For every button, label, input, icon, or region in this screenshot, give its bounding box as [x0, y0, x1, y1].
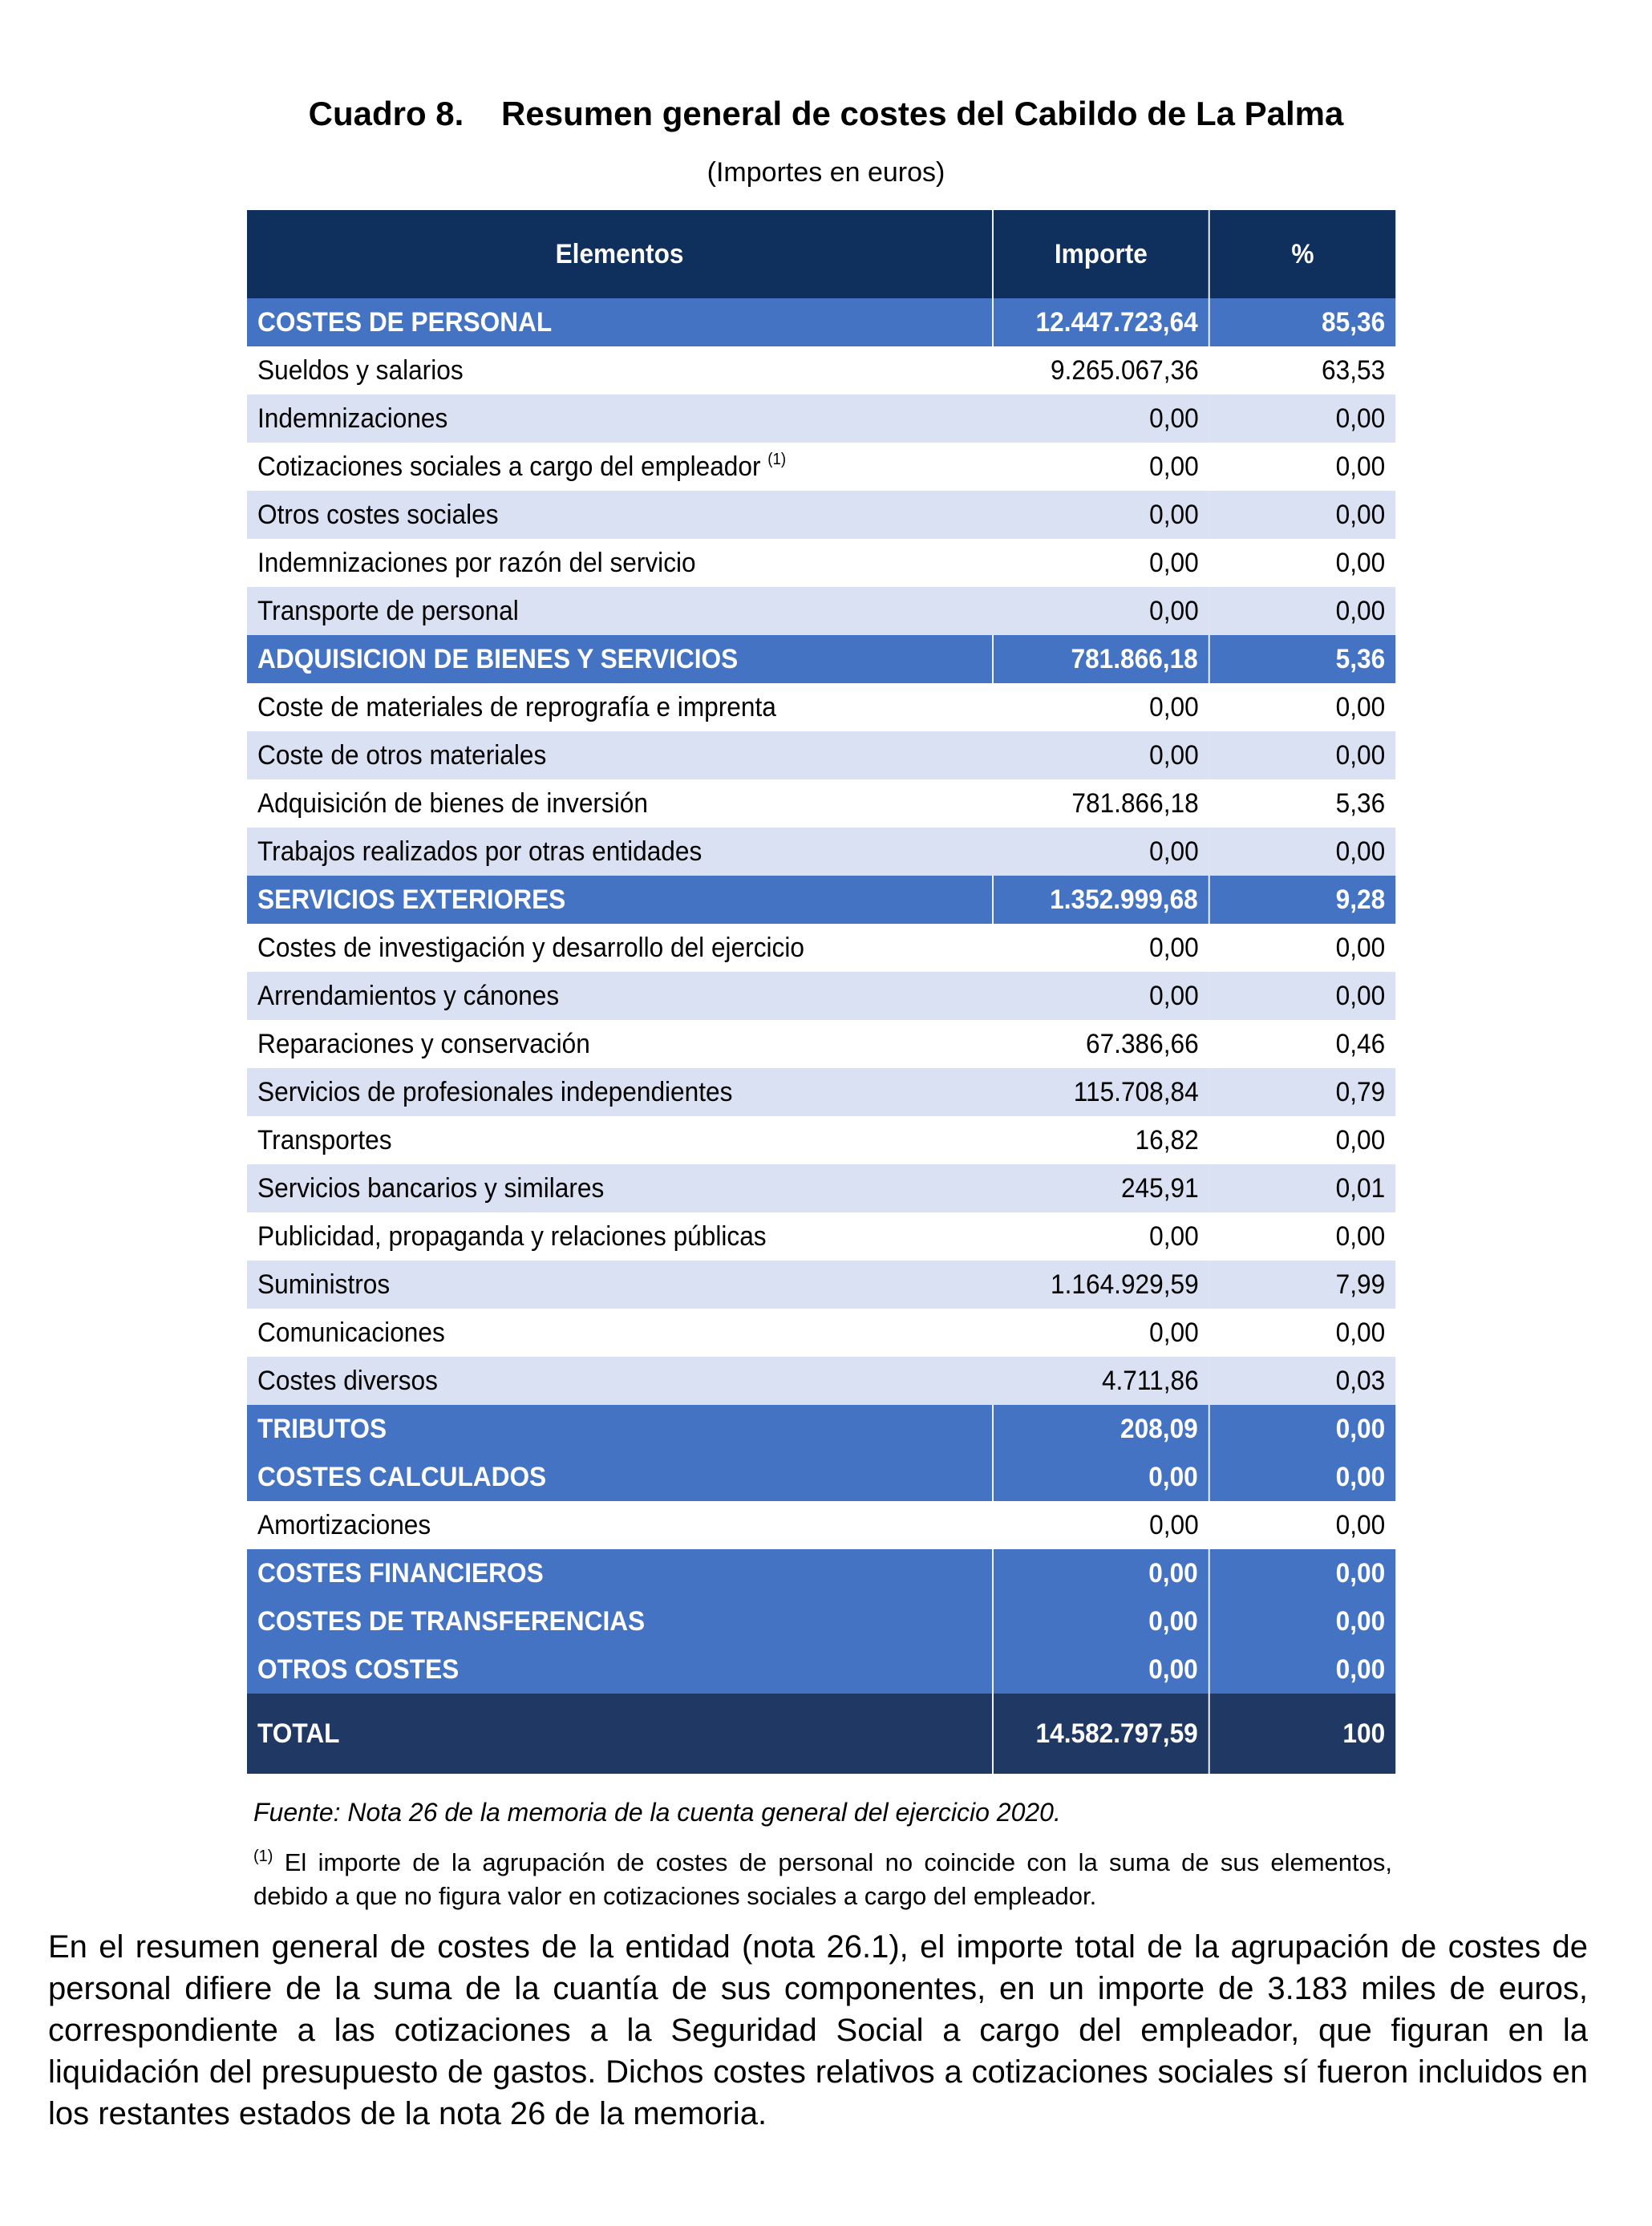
row-label: Comunicaciones — [257, 1317, 445, 1348]
cell-importe: 0,00 — [993, 1645, 1209, 1694]
cell-pct: 0,00 — [1209, 1212, 1396, 1261]
table-row — [247, 346, 1395, 395]
group-row — [247, 635, 1395, 683]
footnote-text: El importe de la agrupación de costes de personal no coincide con la suma de sus elementos, debido a que no figura valor en cotizaciones sociales a cargo del empleador. — [253, 1848, 1392, 1910]
table-row — [247, 587, 1395, 635]
row-label: Adquisición de bienes de inversión — [257, 788, 648, 819]
cell-elemento — [247, 683, 993, 731]
row-label: Publicidad, propaganda y relaciones públicas — [257, 1221, 767, 1252]
cell-pct: 0,00 — [1209, 1597, 1396, 1645]
cell-importe: 0,00 — [993, 924, 1209, 972]
cell-pct: 5,36 — [1209, 779, 1396, 828]
cell-pct: 0,00 — [1209, 731, 1396, 779]
cell-importe: 1.352.999,68 — [993, 876, 1209, 924]
cell-elemento — [247, 1405, 993, 1453]
row-label: Trabajos realizados por otras entidades — [257, 836, 703, 867]
cell-elemento — [247, 1501, 993, 1549]
group-row — [247, 298, 1395, 346]
cell-importe: 0,00 — [993, 587, 1209, 635]
group-row — [247, 876, 1395, 924]
cell-importe: 4.711,86 — [993, 1357, 1209, 1405]
cell-pct: 0,00 — [1209, 539, 1396, 587]
cell-importe: 0,00 — [993, 395, 1209, 443]
cell-elemento — [247, 539, 993, 587]
cell-pct: 7,99 — [1209, 1261, 1396, 1309]
table-row — [247, 1116, 1395, 1164]
cell-pct: 0,03 — [1209, 1357, 1396, 1405]
table-body — [247, 298, 1395, 1774]
cell-elemento — [247, 346, 993, 395]
header-pct: % — [1209, 210, 1396, 298]
cell-pct: 0,00 — [1209, 587, 1396, 635]
row-label: ADQUISICION DE BIENES Y SERVICIOS — [257, 644, 739, 674]
cell-elemento — [247, 635, 993, 683]
cell-elemento — [247, 1068, 993, 1116]
cell-importe: 12.447.723,64 — [993, 298, 1209, 346]
cell-pct: 0,00 — [1209, 1405, 1396, 1453]
cell-importe: 781.866,18 — [993, 635, 1209, 683]
cell-elemento — [247, 1116, 993, 1164]
cell-elemento — [247, 876, 993, 924]
cell-pct: 0,00 — [1209, 491, 1396, 539]
cell-elemento — [247, 298, 993, 346]
row-label: Transportes — [257, 1125, 392, 1155]
row-label: Indemnizaciones — [257, 403, 448, 434]
cell-pct: 0,00 — [1209, 1645, 1396, 1694]
row-label: Servicios bancarios y similares — [257, 1173, 605, 1204]
row-label: Otros costes sociales — [257, 500, 499, 530]
group-row — [247, 1549, 1395, 1597]
row-label: Reparaciones y conservación — [257, 1029, 590, 1059]
cell-importe: 0,00 — [993, 1501, 1209, 1549]
cell-pct: 9,28 — [1209, 876, 1396, 924]
row-label: Amortizaciones — [257, 1510, 431, 1540]
table-number: Cuadro 8. — [308, 95, 464, 132]
row-label: Coste de otros materiales — [257, 740, 547, 771]
cell-elemento — [247, 1164, 993, 1212]
row-label: COSTES CALCULADOS — [257, 1462, 547, 1492]
header-importe: Importe — [993, 210, 1209, 298]
cell-pct: 85,36 — [1209, 298, 1396, 346]
cell-importe: 245,91 — [993, 1164, 1209, 1212]
cell-importe: 0,00 — [993, 1597, 1209, 1645]
cell-elemento — [247, 1261, 993, 1309]
cell-importe: 0,00 — [993, 443, 1209, 491]
cell-importe: 0,00 — [993, 1549, 1209, 1597]
cell-pct: 0,46 — [1209, 1020, 1396, 1068]
table-title — [0, 95, 1652, 133]
row-label: COSTES DE TRANSFERENCIAS — [257, 1606, 646, 1637]
cell-elemento — [247, 1597, 993, 1645]
row-label: Indemnizaciones por razón del servicio — [257, 548, 696, 578]
costs-table — [247, 210, 1395, 1774]
table-row — [247, 779, 1395, 828]
body-paragraph: En el resumen general de costes de la entidad (nota 26.1), el importe total de la agrupación de costes de personal difiere de la suma de la cuantía de sus componentes, en un importe de 3.183 miles de euros, correspondiente a las cotizaciones a la Seguridad Social a cargo del empleador, que figuran en la liquidación del presupuesto de gastos. Dichos costes relativos a cotizaciones sociales sí fueron incluidos en los restantes estados de la nota 26 de la memoria. — [48, 1929, 1588, 2131]
cell-pct: 0,00 — [1209, 972, 1396, 1020]
cell-importe: 208,09 — [993, 1405, 1209, 1453]
cell-pct: 100 — [1209, 1694, 1396, 1774]
cell-pct: 0,00 — [1209, 1501, 1396, 1549]
row-label: OTROS COSTES — [257, 1654, 460, 1685]
cell-importe: 14.582.797,59 — [993, 1694, 1209, 1774]
table-row — [247, 1501, 1395, 1549]
table-row — [247, 1261, 1395, 1309]
table-row — [247, 972, 1395, 1020]
cell-elemento — [247, 972, 993, 1020]
cell-pct: 0,01 — [1209, 1164, 1396, 1212]
cell-importe: 1.164.929,59 — [993, 1261, 1209, 1309]
table-row — [247, 1164, 1395, 1212]
table-row — [247, 1020, 1395, 1068]
group-row — [247, 1405, 1395, 1453]
cell-importe: 0,00 — [993, 1309, 1209, 1357]
table-row — [247, 1212, 1395, 1261]
cell-importe: 9.265.067,36 — [993, 346, 1209, 395]
cell-importe: 0,00 — [993, 972, 1209, 1020]
table-row — [247, 443, 1395, 491]
row-label: Cotizaciones sociales a cargo del empleador — [257, 451, 761, 482]
cell-elemento — [247, 924, 993, 972]
row-label: TOTAL — [257, 1718, 340, 1749]
cell-pct: 0,00 — [1209, 924, 1396, 972]
row-label: Arrendamientos y cánones — [257, 981, 560, 1011]
cell-elemento — [247, 587, 993, 635]
table-row — [247, 683, 1395, 731]
footnote-marker: (1) — [253, 1848, 273, 1865]
cell-importe: 781.866,18 — [993, 779, 1209, 828]
cell-importe: 0,00 — [993, 1212, 1209, 1261]
row-label: Costes de investigación y desarrollo del ejercicio — [257, 933, 804, 963]
row-label: Coste de materiales de reprografía e imprenta — [257, 692, 776, 722]
table-row — [247, 539, 1395, 587]
row-label: Servicios de profesionales independientes — [257, 1077, 733, 1107]
cell-pct: 0,00 — [1209, 1549, 1396, 1597]
cell-elemento — [247, 1645, 993, 1694]
table-row — [247, 1068, 1395, 1116]
cell-elemento — [247, 1212, 993, 1261]
table-row — [247, 1309, 1395, 1357]
cell-importe: 16,82 — [993, 1116, 1209, 1164]
cell-pct: 0,79 — [1209, 1068, 1396, 1116]
table-row — [247, 731, 1395, 779]
row-label: Transporte de personal — [257, 596, 519, 626]
cell-elemento — [247, 828, 993, 876]
cell-elemento — [247, 1020, 993, 1068]
source-note: Fuente: Nota 26 de la memoria de la cuenta general del ejercicio 2020. — [253, 1798, 1061, 1827]
total-row — [247, 1694, 1395, 1774]
cell-pct: 0,00 — [1209, 443, 1396, 491]
group-row — [247, 1645, 1395, 1694]
footnote — [253, 1846, 1392, 1913]
cell-pct: 0,00 — [1209, 1309, 1396, 1357]
row-label: TRIBUTOS — [257, 1414, 387, 1444]
cell-importe: 67.386,66 — [993, 1020, 1209, 1068]
table-row — [247, 395, 1395, 443]
cell-pct: 0,00 — [1209, 395, 1396, 443]
cell-elemento — [247, 1309, 993, 1357]
row-label: Sueldos y salarios — [257, 355, 464, 386]
cell-elemento — [247, 491, 993, 539]
row-label: Suministros — [257, 1269, 391, 1300]
cell-elemento — [247, 1694, 993, 1774]
cell-importe: 115.708,84 — [993, 1068, 1209, 1116]
row-label: COSTES DE PERSONAL — [257, 307, 553, 338]
cell-pct: 0,00 — [1209, 828, 1396, 876]
cell-importe: 0,00 — [993, 828, 1209, 876]
cell-pct: 0,00 — [1209, 1116, 1396, 1164]
table-title-text: Resumen general de costes del Cabildo de La Palma — [501, 95, 1344, 132]
table-row — [247, 828, 1395, 876]
cell-importe: 0,00 — [993, 491, 1209, 539]
cell-pct: 0,00 — [1209, 683, 1396, 731]
table-row — [247, 1357, 1395, 1405]
header-elementos: Elementos — [247, 210, 993, 298]
cell-elemento — [247, 395, 993, 443]
cell-elemento — [247, 731, 993, 779]
table-subtitle: (Importes en euros) — [707, 157, 945, 188]
row-label: Costes diversos — [257, 1366, 438, 1396]
cell-elemento — [247, 1453, 993, 1501]
cell-elemento — [247, 1357, 993, 1405]
table-row — [247, 924, 1395, 972]
cell-pct: 5,36 — [1209, 635, 1396, 683]
footnote-ref: (1) — [767, 451, 787, 468]
table-row — [247, 491, 1395, 539]
cell-importe: 0,00 — [993, 731, 1209, 779]
cell-importe: 0,00 — [993, 539, 1209, 587]
cell-elemento — [247, 779, 993, 828]
cell-importe: 0,00 — [993, 683, 1209, 731]
group-row — [247, 1453, 1395, 1501]
row-label: COSTES FINANCIEROS — [257, 1558, 544, 1589]
cell-importe: 0,00 — [993, 1453, 1209, 1501]
cell-elemento — [247, 443, 993, 491]
cell-pct: 0,00 — [1209, 1453, 1396, 1501]
group-row — [247, 1597, 1395, 1645]
row-label: SERVICIOS EXTERIORES — [257, 884, 566, 915]
cell-pct: 63,53 — [1209, 346, 1396, 395]
cell-elemento — [247, 1549, 993, 1597]
table-header-row — [247, 210, 1395, 298]
